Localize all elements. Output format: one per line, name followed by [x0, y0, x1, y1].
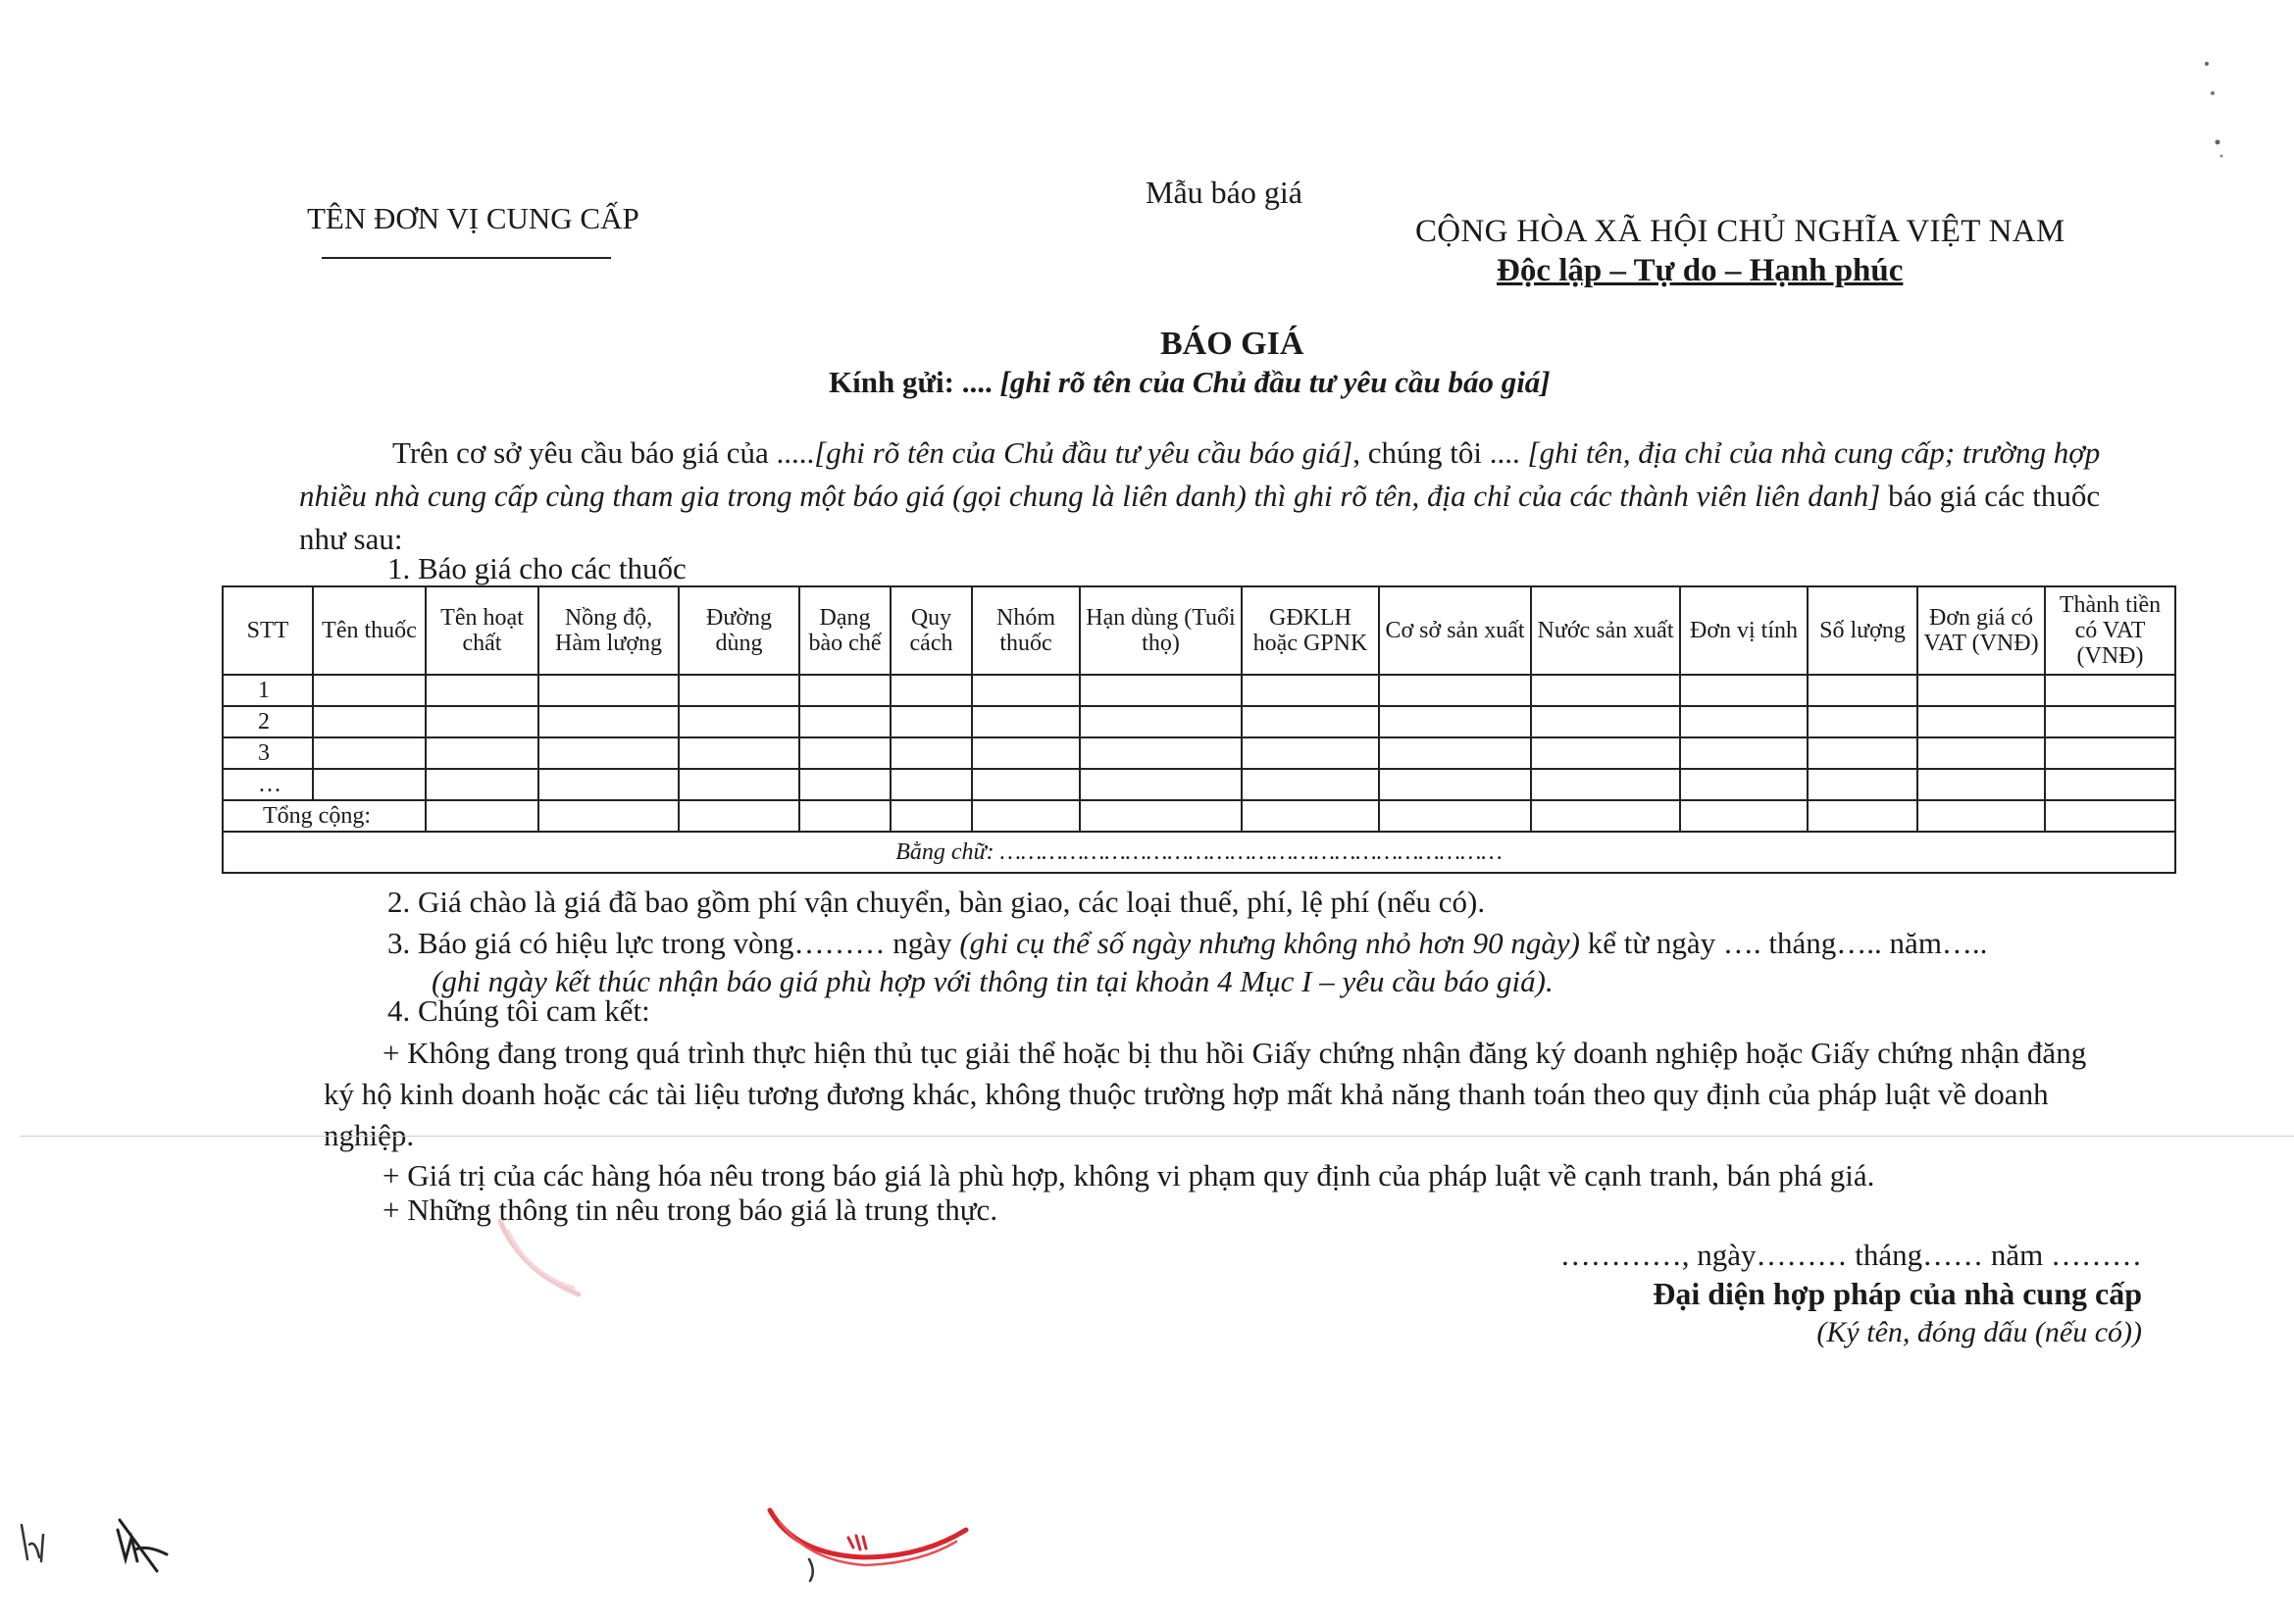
red-stamp-mark: [755, 1500, 981, 1594]
col-header-unit-price: Đơn giá có VAT (VNĐ): [1917, 586, 2045, 675]
intro-part1: Trên cơ sở yêu cầu báo giá của .....: [392, 435, 815, 470]
intro-hint2: [ghi tên, địa chỉ của nhà cung cấp; trường hợp nhiều nhà cung cấp cùng tham gia trong một báo giá (gọi chung là liên danh) thì ghi rõ tên, địa chỉ của các thành viên liên danh]: [299, 435, 2101, 513]
table-row: [223, 769, 2175, 800]
table-header-row: [223, 586, 2175, 675]
intro-hint1: [ghi rõ tên của Chủ đầu tư yêu cầu báo giá]: [814, 435, 1353, 470]
col-header-drug-group: Nhóm thuốc: [972, 586, 1080, 675]
national-motto: Độc lập – Tự do – Hạnh phúc: [1497, 253, 1904, 288]
commitment-2: + Giá trị của các hàng hóa nêu trong báo giá là phù hợp, không vi phạm quy định của pháp luật về cạnh tranh, bán phá giá.: [382, 1158, 1875, 1193]
col-header-manufacturer: Cơ sở sản xuất: [1379, 586, 1531, 675]
intro-part3: báo giá các thuốc như sau:: [299, 479, 2101, 556]
row-number: 1: [223, 675, 313, 706]
intro-paragraph: [299, 431, 2118, 561]
col-header-quantity: Số lượng: [1808, 586, 1917, 675]
form-label: Mẫu báo giá: [1146, 175, 1302, 210]
sender-underline: [322, 257, 611, 259]
quote-table: [222, 585, 2176, 874]
col-header-shelf-life: Hạn dùng (Tuổi thọ): [1080, 586, 1242, 675]
sender-org-name: TÊN ĐƠN VỊ CUNG CẤP: [307, 201, 639, 235]
table-words-row: [223, 832, 2175, 873]
country-name: CỘNG HÒA XÃ HỘI CHỦ NGHĨA VIỆT NAM: [1415, 214, 2065, 249]
handwritten-initials: [10, 1500, 177, 1589]
document-title: BÁO GIÁ: [1160, 326, 1304, 362]
col-header-packaging: Quy cách: [891, 586, 972, 675]
recipient-hint: [ghi rõ tên của Chủ đầu tư yêu cầu báo giá]: [999, 365, 1551, 399]
col-header-dosage-form: Dạng bào chế: [799, 586, 891, 675]
item-2-text: 2. Giá chào là giá đã bao gồm phí vận chuyển, bàn giao, các loại thuế, phí, lệ phí (nếu có).: [387, 885, 1486, 919]
col-header-drug-name: Tên thuốc: [313, 586, 426, 675]
col-header-stt: STT: [223, 586, 313, 675]
col-header-country: Nước sản xuất: [1531, 586, 1680, 675]
commitment-1: + Không đang trong quá trình thực hiện thủ tục giải thể hoặc bị thu hồi Giấy chứng nhận đăng ký doanh nghiệp hoặc Giấy chứng nhận đăng ký hộ kinh doanh hoặc các tài liệu tương đương khác, không thuộc trường hợp mất khả năng thanh toán theo quy định của pháp luật về doanh nghiệp.: [324, 1036, 2087, 1152]
item-3-part-b: kể từ ngày …. tháng….. năm…..: [1580, 926, 1988, 960]
row-number: 2: [223, 706, 313, 737]
item-4-text: 4. Chúng tôi cam kết:: [387, 993, 650, 1028]
item-3-hint-2: (ghi ngày kết thúc nhận báo giá phù hợp với thông tin tại khoản 4 Mục I – yêu cầu báo giá).: [432, 964, 1554, 998]
amount-in-words: Bằng chữ: ………………………………………………………………: [223, 832, 2175, 873]
recipient-label: Kính gửi: ....: [829, 365, 993, 399]
row-number: …: [223, 769, 313, 800]
scan-specks: [2177, 54, 2236, 172]
signatory-title: Đại diện hợp pháp của nhà cung cấp: [1653, 1276, 2142, 1311]
scan-fold-line: [20, 1136, 2294, 1137]
section-1-heading: 1. Báo giá cho các thuốc: [387, 551, 687, 585]
item-3-part-a: 3. Báo giá có hiệu lực trong vòng……… ngày: [387, 926, 960, 960]
item-3-text: [387, 926, 1987, 961]
col-header-unit: Đơn vị tính: [1680, 586, 1808, 675]
date-line: …………, ngày……… tháng…… năm ………: [1559, 1238, 2142, 1272]
recipient-line: [829, 365, 1551, 400]
intro-part2: , chúng tôi ....: [1352, 435, 1520, 470]
table-row: [223, 737, 2175, 769]
row-number: 3: [223, 737, 313, 769]
table-total-row: [223, 800, 2175, 832]
commitment-3: + Những thông tin nêu trong báo giá là trung thực.: [382, 1193, 998, 1227]
col-header-concentration: Nồng độ, Hàm lượng: [538, 586, 679, 675]
faint-stamp-mark: [481, 1201, 598, 1309]
signature-note: (Ký tên, đóng dấu (nếu có)): [1816, 1316, 2142, 1348]
total-label: Tổng cộng:: [223, 800, 426, 832]
col-header-registration: GĐKLH hoặc GPNK: [1242, 586, 1379, 675]
col-header-amount: Thành tiền có VAT (VNĐ): [2045, 586, 2175, 675]
item-3-hint-1: (ghi cụ thể số ngày nhưng không nhỏ hơn 90 ngày): [959, 926, 1580, 960]
table-row: [223, 706, 2175, 737]
table-row: [223, 675, 2175, 706]
col-header-route: Đường dùng: [679, 586, 799, 675]
col-header-active-ingredient: Tên hoạt chất: [426, 586, 538, 675]
